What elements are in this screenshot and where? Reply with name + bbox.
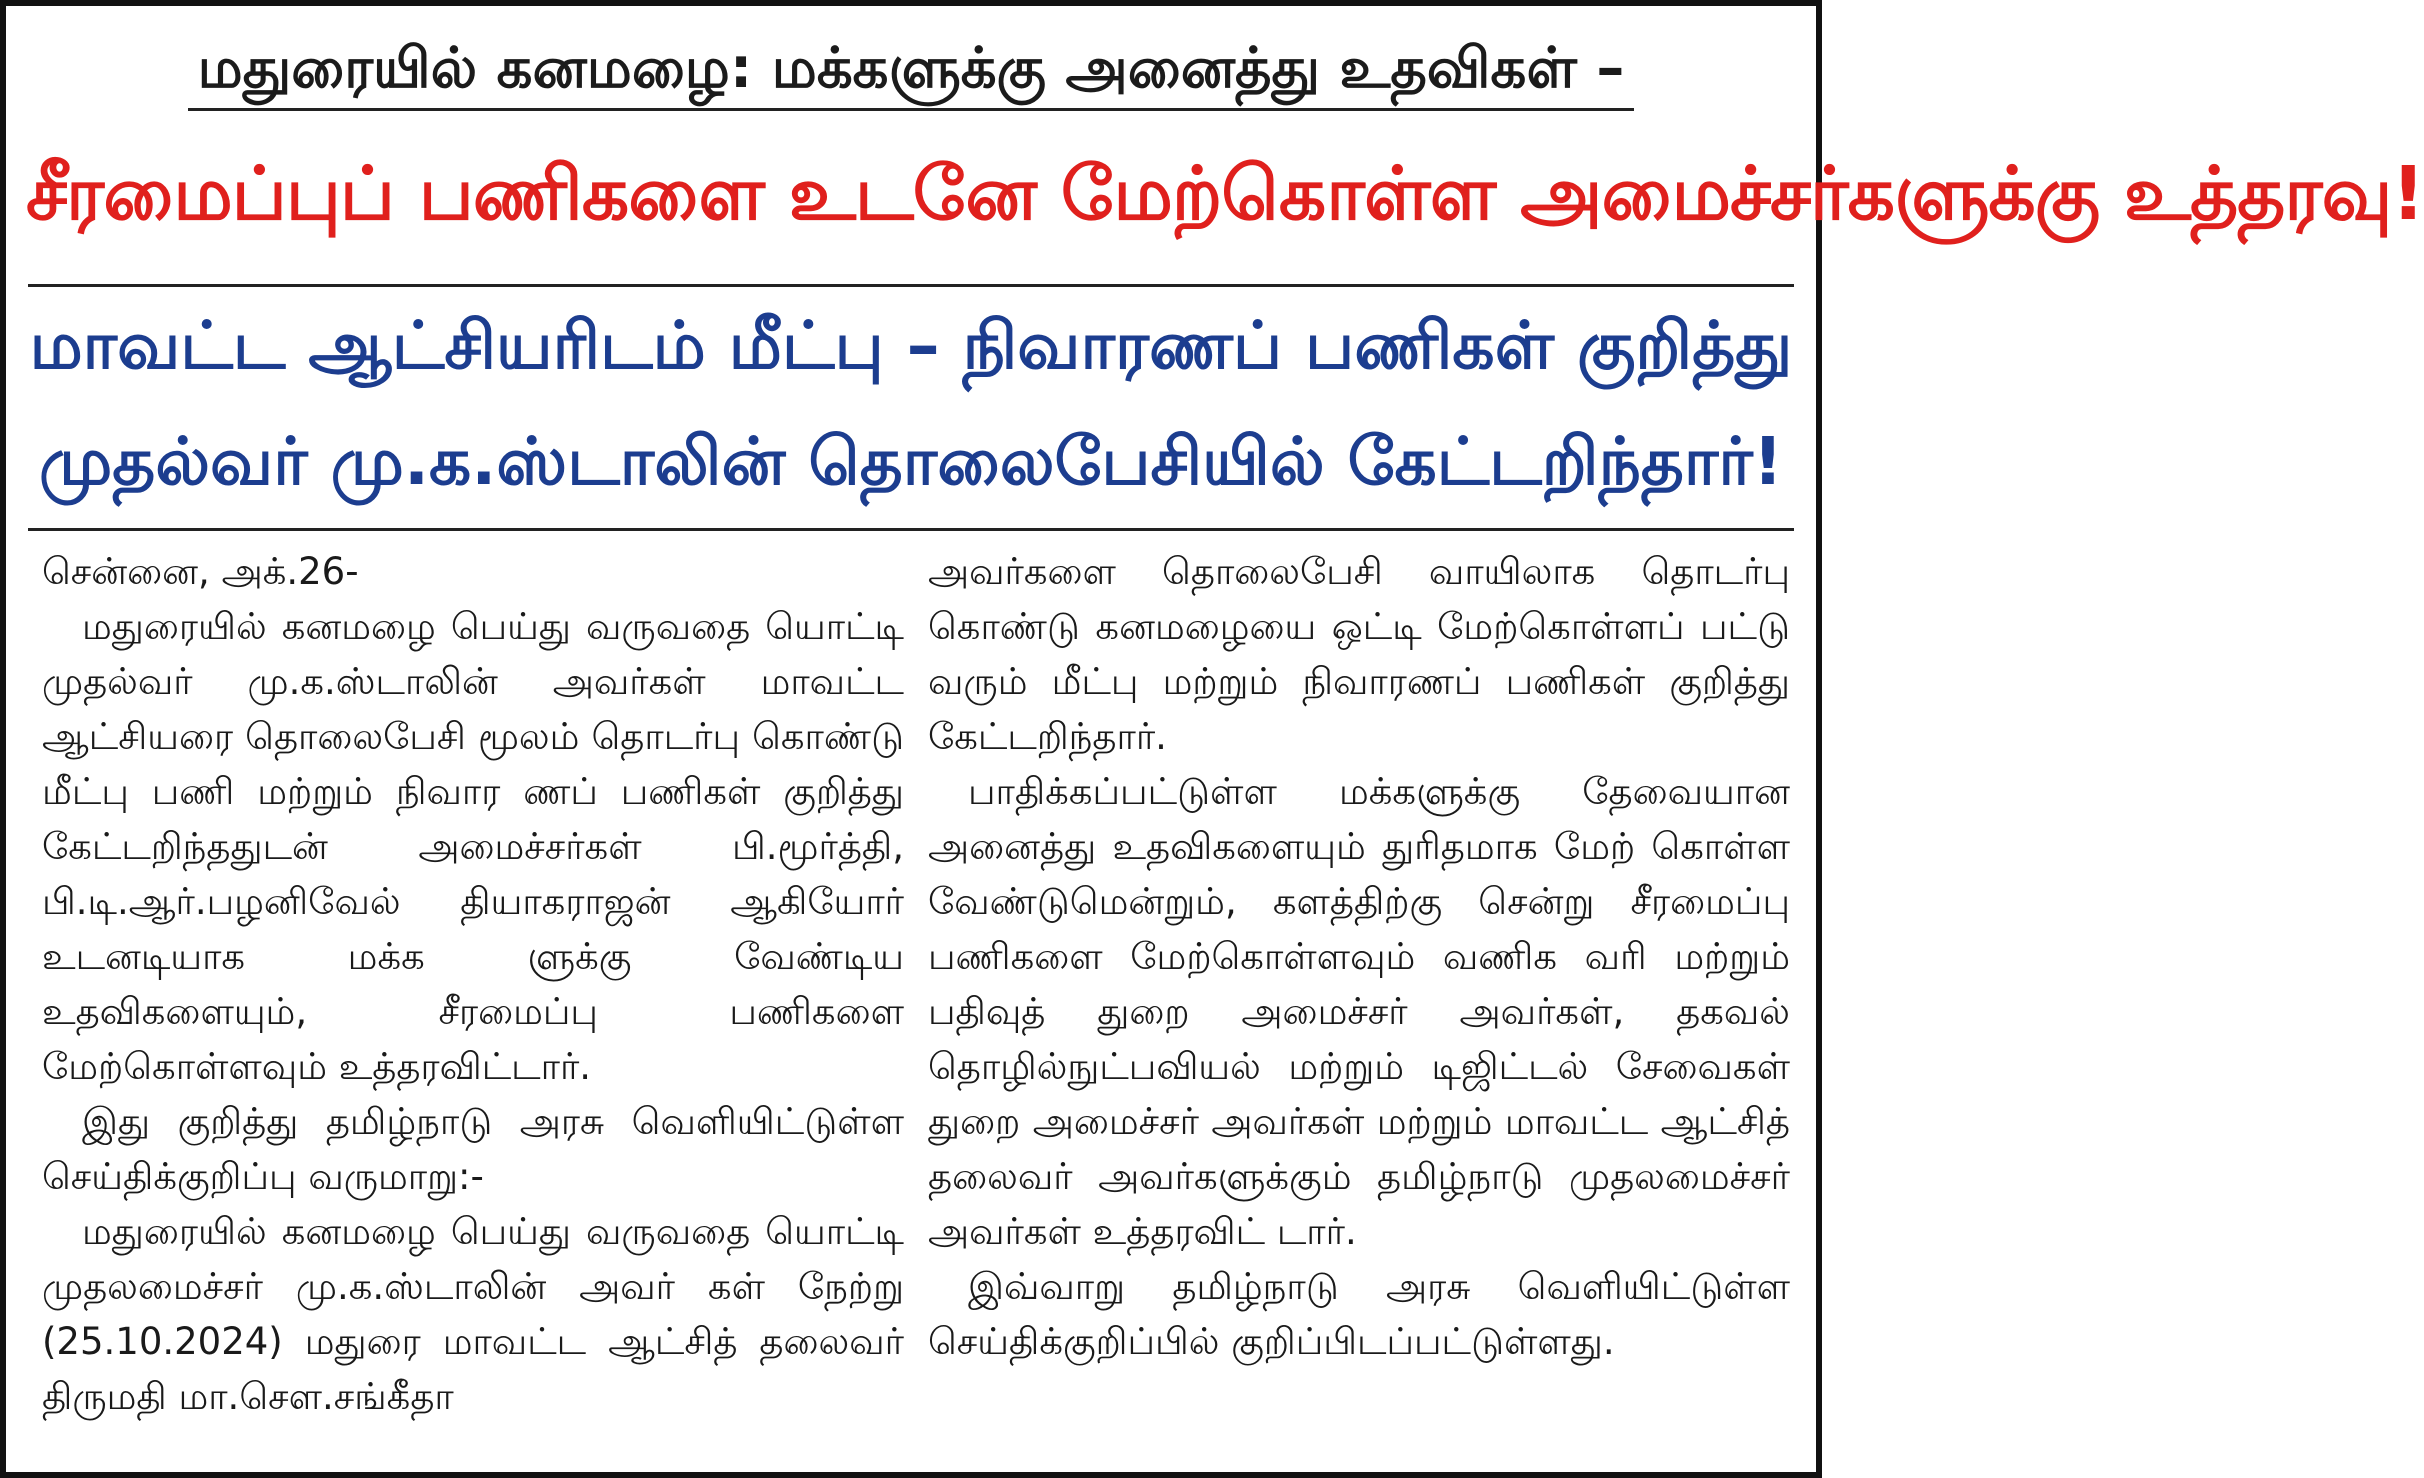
dateline: சென்னை, அக்.26- (42, 550, 359, 593)
sub-headline-line-1: மாவட்ட ஆட்சியரிடம் மீட்பு – நிவாரணப் பணிகள் குறித்து (29, 307, 1793, 384)
article-column-left (42, 544, 904, 1424)
article-paragraph: மதுரையில் கனமழை பெய்து வருவதை யொட்டி முதல்வர் மு.க.ஸ்டாலின் அவர்கள் மாவட்ட ஆட்சியரை தொலைபேசி மூலம் தொடர்பு கொண்டு மீட்பு பணி மற்றும் நிவார ணப் பணிகள் குறித்து கேட்டறிந்ததுடன் அமைச்சர்கள் பி.மூர்த்தி, பி.டி.ஆர்.பழனிவேல் தியாகராஜன் ஆகியோர் உடனடியாக மக்க ளுக்கு வேண்டிய உதவிகளையும், சீரமைப்பு பணிகளை மேற்கொள்ளவும் உத்தரவிட்டார். (42, 605, 904, 1088)
article-column-right (928, 544, 1790, 1369)
divider-top (28, 284, 1794, 287)
kicker-headline (6, 34, 1816, 111)
article-paragraph: இவ்வாறு தமிழ்நாடு அரசு வெளியிட்டுள்ள செய்திக்குறிப்பில் குறிப்பிடப்பட்டுள்ளது. (928, 1265, 1790, 1363)
article-paragraph: இது குறித்து தமிழ்நாடு அரசு வெளியிட்டுள்ள செய்திக்குறிப்பு வருமாறு:- (42, 1100, 904, 1198)
kicker-text: மதுரையில் கனமழை: மக்களுக்கு அனைத்து உதவிகள் – (188, 34, 1635, 111)
article-paragraph: பாதிக்கப்பட்டுள்ள மக்களுக்கு தேவையான அனைத்து உதவிகளையும் துரிதமாக மேற் கொள்ள வேண்டுமென்றும், களத்திற்கு சென்று சீரமைப்பு பணிகளை மேற்கொள்ளவும் வணிக வரி மற்றும் பதிவுத் துறை அமைச்சர் அவர்கள், தகவல் தொழில்நுட்பவியல் மற்றும் டிஜிட்டல் சேவைகள் துறை அமைச்சர் அவர்கள் மற்றும் மாவட்ட ஆட்சித் தலைவர் அவர்களுக்கும் தமிழ்நாடு முதலமைச்சர் அவர்கள் உத்தரவிட் டார். (928, 770, 1790, 1253)
article-paragraph-continued: அவர்களை தொலைபேசி வாயிலாக தொடர்பு கொண்டு கனமழையை ஒட்டி மேற்கொள்ளப் பட்டு வரும் மீட்பு மற்றும் நிவாரணப் பணிகள் குறித்து கேட்டறிந்தார். (928, 550, 1790, 758)
article-paragraph: மதுரையில் கனமழை பெய்து வருவதை யொட்டி முதலமைச்சர் மு.க.ஸ்டாலின் அவர் கள் நேற்று (25.10.2024) மதுரை மாவட்ட ஆட்சித் தலைவர் திருமதி மா.சௌ.சங்கீதா (42, 1210, 904, 1418)
main-headline: சீரமைப்புப் பணிகளை உடனே மேற்கொள்ள அமைச்சர்களுக்கு உத்தரவு! (26, 151, 2424, 237)
sub-headline-line-2: முதல்வர் மு.க.ஸ்டாலின் தொலைபேசியில் கேட்டறிந்தார்! (38, 423, 1783, 500)
divider-bottom (28, 528, 1794, 531)
sub-headline (26, 288, 1796, 520)
